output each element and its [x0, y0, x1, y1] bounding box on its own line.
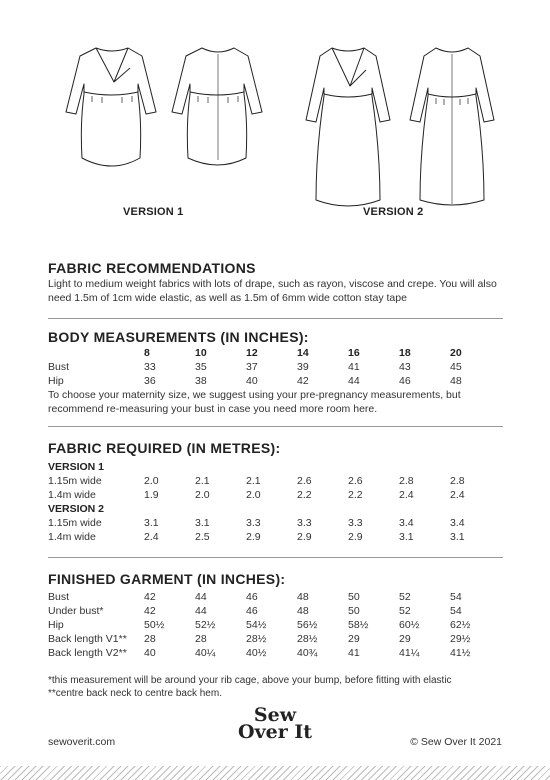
- body-measurements-table: [48, 346, 501, 388]
- version-subheading-row: [48, 502, 501, 516]
- size-header: 20: [450, 347, 462, 359]
- table-cell: 42: [297, 375, 309, 387]
- table-cell: 2.5: [195, 531, 210, 543]
- logo-line2: Over It: [238, 721, 312, 743]
- table-cell: 40½: [246, 647, 267, 659]
- table-cell: 2.8: [399, 475, 414, 487]
- table-cell: 42: [144, 591, 156, 603]
- size-header: 8: [144, 347, 150, 359]
- table-cell: 45: [450, 361, 462, 373]
- row-label: Bust: [48, 591, 70, 603]
- table-cell: 42: [144, 605, 156, 617]
- version1-back-illustration: [164, 40, 272, 180]
- table-cell: 50: [348, 591, 360, 603]
- table-cell: 3.3: [348, 517, 363, 529]
- table-cell: 2.9: [246, 531, 261, 543]
- table-row: [48, 360, 501, 374]
- fabric-recommendations-heading: FABRIC RECOMMENDATIONS: [48, 260, 256, 276]
- table-cell: 54: [450, 605, 462, 617]
- logo-line1: Sew: [253, 704, 297, 726]
- size-header: 14: [297, 347, 309, 359]
- version1-front-illustration: [58, 40, 166, 180]
- table-cell: 44: [195, 591, 207, 603]
- table-cell: 41¼: [399, 647, 420, 659]
- table-cell: 3.3: [246, 517, 261, 529]
- table-cell: 2.0: [195, 489, 210, 501]
- fabric-recommendations-text: [48, 277, 508, 305]
- table-cell: 39: [297, 361, 309, 373]
- table-row: [48, 646, 501, 660]
- table-cell: 52: [399, 605, 411, 617]
- table-cell: 50: [348, 605, 360, 617]
- table-cell: 2.1: [246, 475, 261, 487]
- table-cell: 54: [450, 591, 462, 603]
- row-label: 1.15m wide: [48, 517, 102, 529]
- table-cell: 58½: [348, 619, 369, 631]
- row-label: Back length V1**: [48, 633, 127, 645]
- row-label: 1.4m wide: [48, 531, 96, 543]
- table-cell: 52½: [195, 619, 216, 631]
- table-cell: 46: [246, 605, 258, 617]
- table-cell: 41½: [450, 647, 471, 659]
- finished-garment-heading: FINISHED GARMENT (IN INCHES):: [48, 571, 286, 587]
- maternity-note-line2: recommend re-measuring your bust in case you need more room here.: [48, 403, 378, 415]
- table-cell: 3.1: [399, 531, 414, 543]
- table-cell: 2.0: [246, 489, 261, 501]
- size-header: 18: [399, 347, 411, 359]
- table-cell: 3.1: [144, 517, 159, 529]
- version2-back-illustration: [404, 40, 500, 210]
- table-cell: 3.1: [195, 517, 210, 529]
- table-row: [48, 474, 501, 488]
- table-cell: 44: [195, 605, 207, 617]
- table-cell: 48: [297, 591, 309, 603]
- fabric-recommendations-line2: need 1.5m of 1cm wide elastic, as well as 1.5m of 6mm wide cotton stay tape: [48, 292, 407, 304]
- table-cell: 2.4: [399, 489, 414, 501]
- row-label: Back length V2**: [48, 647, 127, 659]
- table-cell: 29: [399, 633, 411, 645]
- table-cell: 41: [348, 647, 360, 659]
- table-cell: 40¼: [195, 647, 216, 659]
- table-cell: 2.9: [297, 531, 312, 543]
- table-cell: 50½: [144, 619, 165, 631]
- footnote-back-length: **centre back neck to centre back hem.: [48, 688, 222, 699]
- footnotes: [48, 674, 452, 700]
- table-cell: 38: [195, 375, 207, 387]
- table-cell: 2.6: [348, 475, 363, 487]
- table-cell: 29: [348, 633, 360, 645]
- copyright: © Sew Over It 2021: [410, 736, 502, 748]
- maternity-note: [48, 388, 508, 416]
- maternity-note-line1: To choose your maternity size, we suggest using your pre-pregnancy measurements, but: [48, 389, 461, 401]
- table-cell: 2.2: [297, 489, 312, 501]
- table-cell: 28½: [246, 633, 267, 645]
- table-cell: 1.9: [144, 489, 159, 501]
- table-cell: 40¾: [297, 647, 318, 659]
- table-row: [48, 530, 501, 544]
- row-label: Bust: [48, 361, 70, 373]
- row-label: 1.4m wide: [48, 489, 96, 501]
- version-subheading-row: [48, 460, 501, 474]
- brand-logo: [232, 704, 318, 743]
- version1-subheading: VERSION 1: [48, 461, 105, 473]
- table-cell: 37: [246, 361, 258, 373]
- table-cell: 29½: [450, 633, 471, 645]
- size-header-row: [48, 346, 501, 360]
- table-cell: 46: [399, 375, 411, 387]
- table-cell: 60½: [399, 619, 420, 631]
- table-row: [48, 604, 501, 618]
- version1-label: VERSION 1: [123, 206, 184, 218]
- size-header: 10: [195, 347, 207, 359]
- table-cell: 44: [348, 375, 360, 387]
- fabric-required-heading: FABRIC REQUIRED (IN METRES):: [48, 440, 281, 456]
- row-label: Hip: [48, 375, 64, 387]
- table-cell: 3.4: [450, 517, 465, 529]
- table-cell: 40: [246, 375, 258, 387]
- table-cell: 2.2: [348, 489, 363, 501]
- table-cell: 2.4: [144, 531, 159, 543]
- table-cell: 2.9: [348, 531, 363, 543]
- table-row: [48, 632, 501, 646]
- table-cell: 2.6: [297, 475, 312, 487]
- version2-label: VERSION 2: [363, 206, 424, 218]
- table-cell: 2.8: [450, 475, 465, 487]
- finished-garment-table: [48, 590, 501, 660]
- table-cell: 43: [399, 361, 411, 373]
- table-cell: 2.0: [144, 475, 159, 487]
- table-row: [48, 488, 501, 502]
- version2-front-illustration: [300, 40, 396, 210]
- table-cell: 2.1: [195, 475, 210, 487]
- section-divider: [48, 426, 503, 427]
- table-cell: 28½: [297, 633, 318, 645]
- table-cell: 35: [195, 361, 207, 373]
- table-cell: 3.3: [297, 517, 312, 529]
- table-cell: 48: [297, 605, 309, 617]
- table-cell: 28: [144, 633, 156, 645]
- table-cell: 62½: [450, 619, 471, 631]
- table-cell: 48: [450, 375, 462, 387]
- row-label: Hip: [48, 619, 64, 631]
- table-cell: 28: [195, 633, 207, 645]
- version2-subheading: VERSION 2: [48, 503, 105, 515]
- table-cell: 46: [246, 591, 258, 603]
- table-cell: 36: [144, 375, 156, 387]
- table-row: [48, 618, 501, 632]
- size-header: 12: [246, 347, 258, 359]
- fabric-recommendations-line1: Light to medium weight fabrics with lots of drape, such as rayon, viscose and crepe. You will also: [48, 278, 497, 290]
- table-cell: 41: [348, 361, 360, 373]
- website-link[interactable]: sewoverit.com: [48, 736, 116, 748]
- table-cell: 54½: [246, 619, 267, 631]
- table-cell: 52: [399, 591, 411, 603]
- body-measurements-heading: BODY MEASUREMENTS (IN INCHES):: [48, 329, 309, 345]
- table-row: [48, 516, 501, 530]
- decorative-stripe-border: [0, 766, 550, 780]
- section-divider: [48, 557, 503, 558]
- table-row: [48, 590, 501, 604]
- fabric-required-table: [48, 460, 501, 544]
- table-row: [48, 374, 501, 388]
- table-cell: 56½: [297, 619, 318, 631]
- table-cell: 3.4: [399, 517, 414, 529]
- table-cell: 40: [144, 647, 156, 659]
- footnote-under-bust: *this measurement will be around your rib cage, above your bump, before fitting with elastic: [48, 675, 452, 686]
- table-cell: 2.4: [450, 489, 465, 501]
- table-cell: 3.1: [450, 531, 465, 543]
- table-cell: 33: [144, 361, 156, 373]
- section-divider: [48, 318, 503, 319]
- row-label: Under bust*: [48, 605, 104, 617]
- size-header: 16: [348, 347, 360, 359]
- row-label: 1.15m wide: [48, 475, 102, 487]
